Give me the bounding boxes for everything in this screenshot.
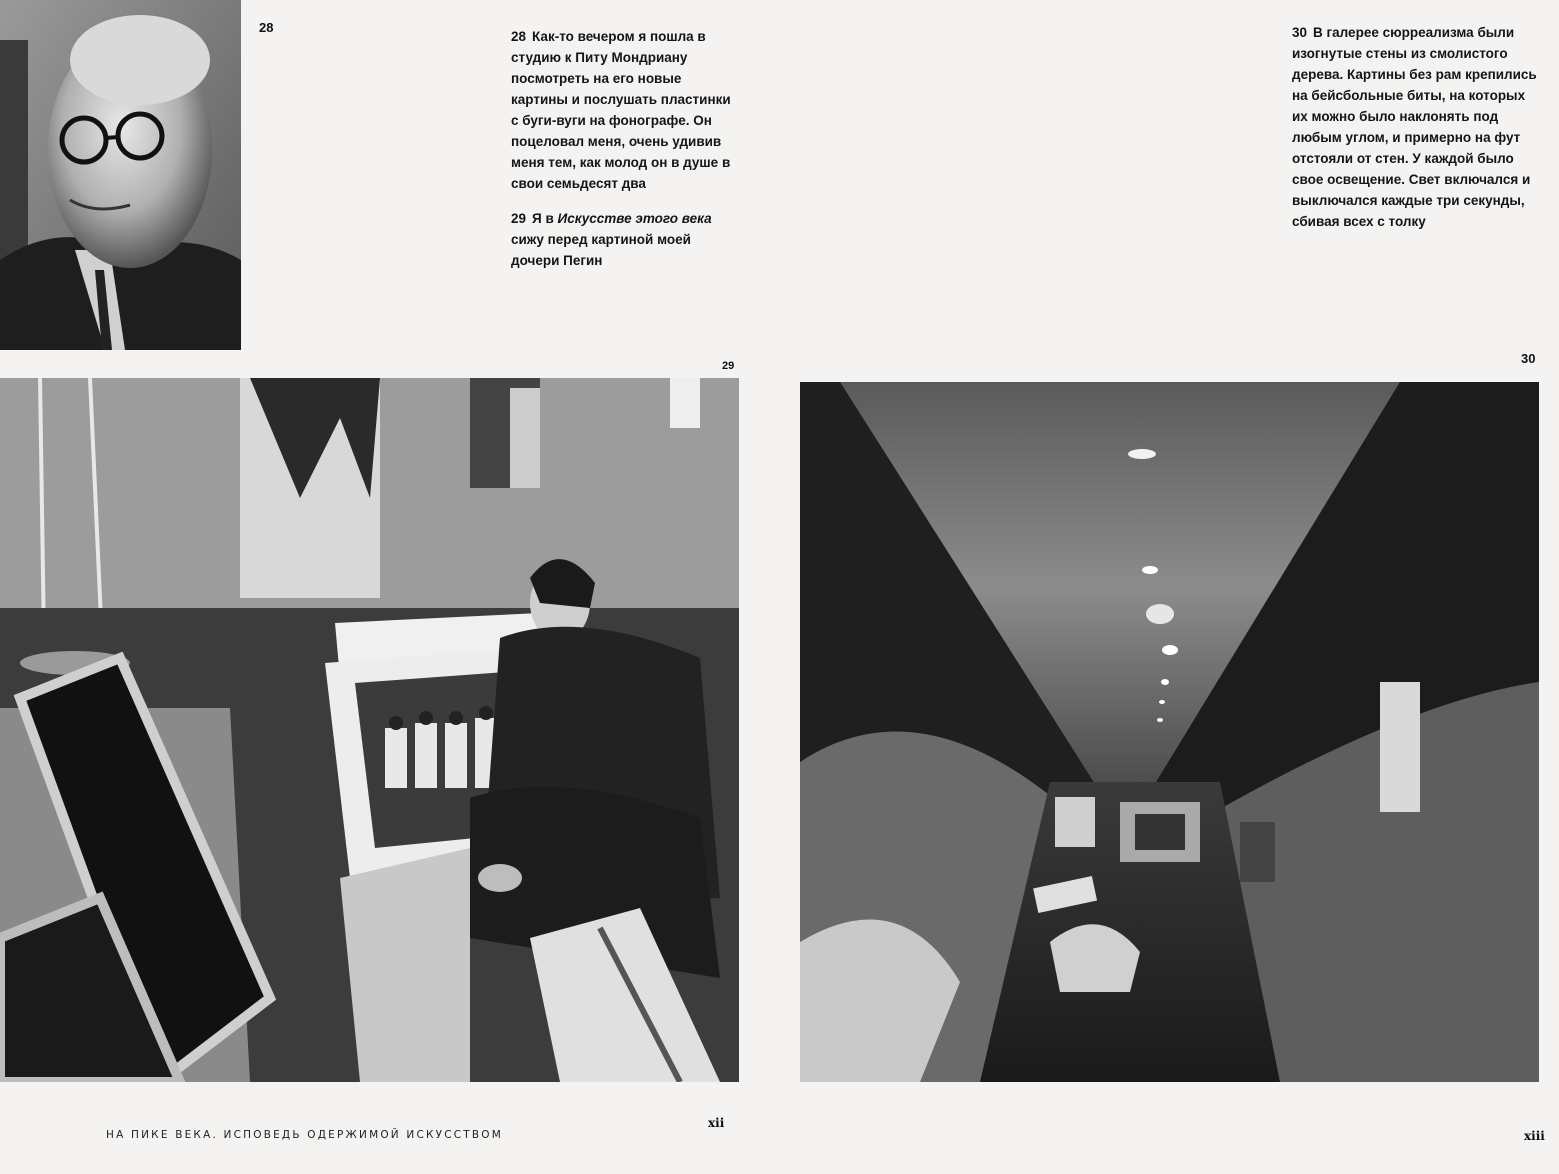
surrealist-gallery-corridor-photo-icon [800, 382, 1539, 1082]
figure-30-photo [800, 382, 1539, 1082]
portrait-photo-icon [0, 0, 241, 350]
caption-30-paragraph [1292, 22, 1537, 232]
gallery-woman-seated-photo-icon [0, 378, 739, 1082]
caption-30 [1292, 22, 1537, 246]
caption-28-text: Как-то вечером я пошла в студию к Питу Мондриану посмотреть на его новые картины и послушать пластинки с буги-вуги на фонографе. Он поцеловал меня, очень удивив меня тем, как молод он в душе в свои семьдесят два [511, 29, 731, 191]
caption-29-text-post: сижу перед картиной моей дочери Пегин [511, 232, 691, 268]
caption-30-text: В галерее сюрреализма были изогнутые стены из смолистого дерева. Картины без рам крепились на бейсбольные биты, на которых их можно было наклонять под любым углом, и примерно на фут отстояли от стен. У каждой было свое освещение. Свет включался и выключался каждые три секунды, сбивая всех с толку [1292, 25, 1537, 229]
figure-28-number: 28 [259, 20, 274, 35]
figure-30-number: 30 [1521, 351, 1536, 366]
caption-28-29 [511, 26, 731, 285]
figure-29-photo [0, 378, 739, 1082]
caption-30-number: 30 [1292, 25, 1308, 40]
caption-28-number: 28 [511, 29, 527, 44]
page-number-left: xii [708, 1116, 725, 1130]
running-title: НА ПИКЕ ВЕКА. ИСПОВЕДЬ ОДЕРЖИМОЙ ИСКУССТВОМ [106, 1129, 504, 1141]
caption-29-number: 29 [511, 211, 527, 226]
caption-29-text-pre: Я в [532, 211, 558, 226]
caption-29-italic-title: Искусстве этого века [557, 211, 712, 226]
caption-29 [511, 208, 731, 271]
page-number-right: xiii [1524, 1129, 1545, 1143]
caption-28 [511, 26, 731, 194]
figure-28-photo [0, 0, 241, 350]
figure-29-number: 29 [722, 360, 735, 372]
